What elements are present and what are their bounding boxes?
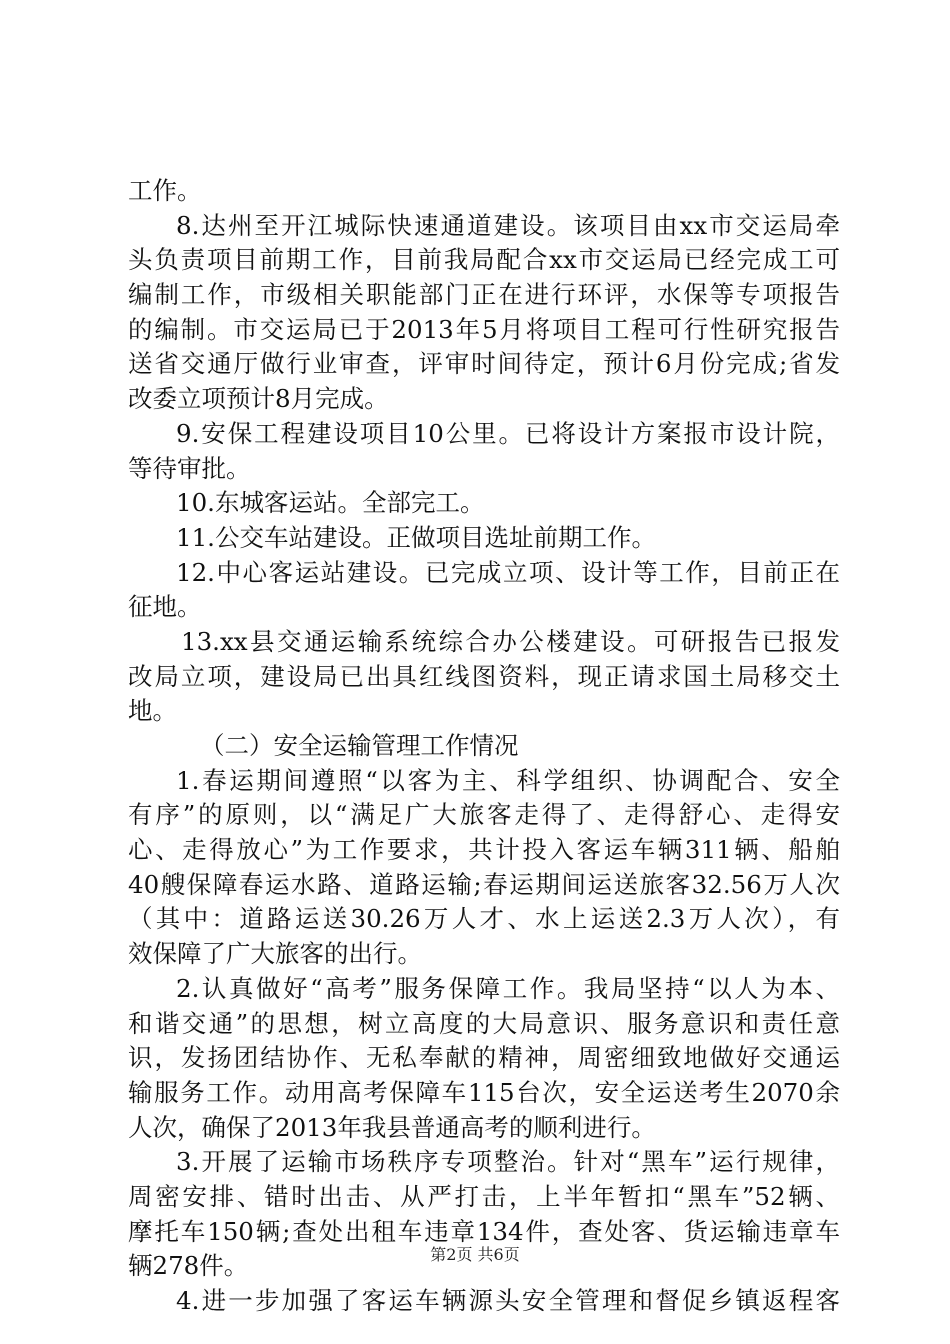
text-line: 等待审批。 bbox=[128, 453, 251, 483]
text-line: 4.进一步加强了客运车辆源头安全管理和督促乡镇返程客 bbox=[176, 1286, 840, 1315]
text-line: 周密安排、错时出击、从严打击，上半年暂扣“黑车”52辆、 bbox=[128, 1181, 840, 1211]
text-line: 人次，确保了2013年我县普通高考的顺利进行。 bbox=[128, 1112, 656, 1142]
text-line: 2.认真做好“高考”服务保障工作。我局坚持“以人为本、 bbox=[176, 973, 840, 1003]
text-line: 的编制。市交运局已于2013年5月将项目工程可行性研究报告 bbox=[128, 314, 840, 344]
text-line: 编制工作，市级相关职能部门正在进行环评，水保等专项报告 bbox=[128, 280, 840, 310]
text-line: 13.xx县交通运输系统综合办公楼建设。可研报告已报发 bbox=[181, 626, 840, 656]
document-body bbox=[128, 174, 840, 1319]
text-line: 头负责项目前期工作，目前我局配合xx市交运局已经完成工可 bbox=[128, 245, 840, 275]
text-line: 征地。 bbox=[128, 592, 202, 622]
text-line: 效保障了广大旅客的出行。 bbox=[128, 939, 422, 969]
text-line: （其中：道路运送30.26万人才、水上运送2.3万人次），有 bbox=[128, 904, 840, 934]
text-line: 改局立项，建设局已出具红线图资料，现正请求国土局移交土 bbox=[128, 661, 840, 691]
text-line: 40艘保障春运水路、道路运输;春运期间运送旅客32.56万人次 bbox=[128, 869, 840, 899]
text-line: 辆278件。 bbox=[128, 1251, 249, 1281]
text-line: 识，发扬团结协作、无私奉献的精神，周密细致地做好交通运 bbox=[128, 1043, 840, 1073]
text-line: （二）安全运输管理工作情况 bbox=[200, 731, 519, 760]
text-line: 心、走得放心”为工作要求，共计投入客运车辆311辆、船舶 bbox=[128, 835, 840, 865]
text-line: 8.达州至开江城际快速通道建设。该项目由xx市交运局牵 bbox=[176, 210, 840, 240]
text-line: 改委立项预计8月完成。 bbox=[128, 384, 389, 414]
text-line: 工作。 bbox=[128, 176, 202, 205]
text-line: 有序”的原则，以“满足广大旅客走得了、走得舒心、走得安 bbox=[128, 800, 840, 830]
text-line: 10.东城客运站。全部完工。 bbox=[176, 488, 485, 518]
text-line: 11.公交车站建设。正做项目选址前期工作。 bbox=[176, 522, 656, 552]
text-line: 地。 bbox=[128, 696, 177, 726]
page-footer: 第2页 共6页 bbox=[430, 1245, 520, 1264]
text-line: 9.安保工程建设项目10公里。已将设计方案报市设计院， bbox=[176, 418, 840, 448]
text-line: 和谐交通”的思想，树立高度的大局意识、服务意识和责任意 bbox=[128, 1008, 840, 1038]
text-line: 1.春运期间遵照“以客为主、科学组织、协调配合、安全 bbox=[176, 765, 840, 795]
text-line: 12.中心客运站建设。已完成立项、设计等工作，目前正在 bbox=[176, 557, 840, 587]
text-line: 3.开展了运输市场秩序专项整治。针对“黑车”运行规律， bbox=[176, 1147, 840, 1177]
text-line: 摩托车150辆;查处出租车违章134件，查处客、货运输违章车 bbox=[128, 1216, 840, 1246]
text-line: 送省交通厅做行业审查，评审时间待定，预计6月份完成;省发 bbox=[128, 349, 840, 379]
text-line: 输服务工作。动用高考保障车115台次，安全运送考生2070余 bbox=[128, 1077, 840, 1107]
